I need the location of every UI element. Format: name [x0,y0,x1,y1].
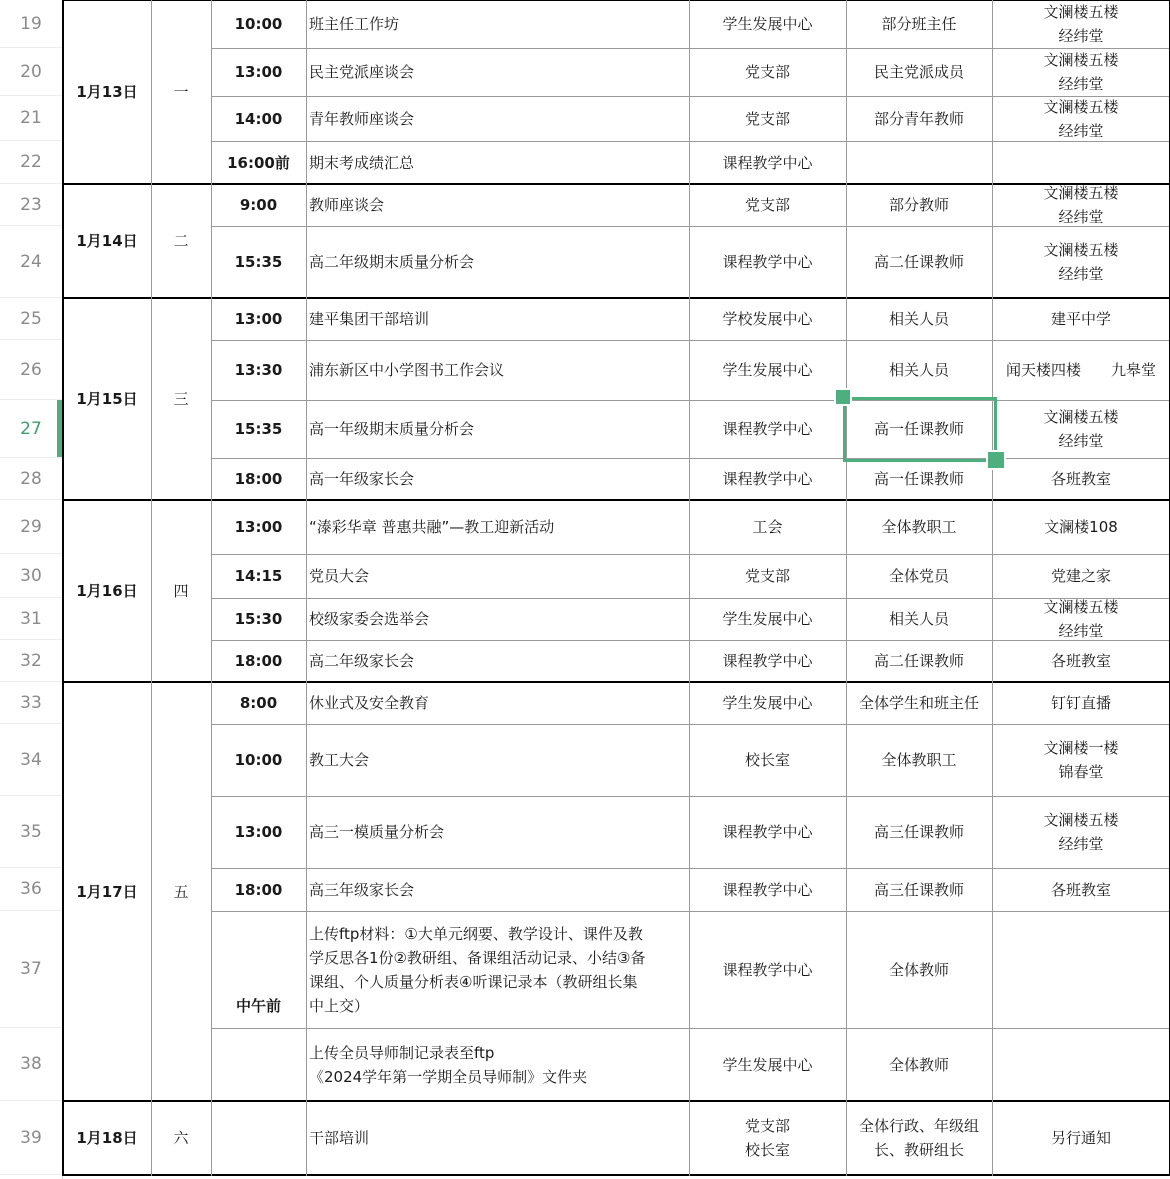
date-cell[interactable]: 1月15日 [76,390,138,408]
event-cell[interactable]: 高三年级家长会 [309,880,415,899]
row-number[interactable]: 23 [0,184,62,226]
participants-cell[interactable]: 相关人员 [888,610,949,628]
row-number[interactable]: 27 [0,400,62,458]
location-cell[interactable]: 文澜楼五楼 经纬堂 [1043,241,1119,283]
row-number[interactable]: 29 [0,500,62,554]
participants-cell[interactable]: 高二任课教师 [873,253,964,271]
time-cell[interactable] [211,1101,306,1175]
participants-cell[interactable]: 全体学生和班主任 [858,694,979,712]
row-number[interactable]: 19 [0,0,62,48]
event-cell[interactable]: “溙彩华章 普惠共融”—教工迎新活动 [309,518,555,536]
event-cell[interactable]: 期末考成绩汇总 [309,153,415,172]
department-cell[interactable]: 党支部 [744,109,790,128]
participants-cell[interactable]: 部分教师 [888,196,949,214]
participants-cell[interactable]: 全体教职工 [881,751,957,769]
event-cell[interactable]: 民主党派座谈会 [309,63,415,81]
location-cell[interactable]: 文澜楼五楼 经纬堂 [1043,598,1119,640]
department-cell[interactable]: 课程教学中心 [722,880,813,899]
time-cell[interactable]: 13:00 [234,63,283,81]
time-cell[interactable]: 14:00 [234,109,283,128]
department-cell[interactable]: 课程教学中心 [722,960,813,979]
event-cell[interactable]: 上传ftp材料：①大单元纲要、教学设计、课件及教 学反思各1份②教研组、备课组活动记录、小结③备 课组、个人质量分析表④听课记录本（教研组长集 中上交） [309,924,646,1015]
location-cell[interactable]: 党建之家 [1050,567,1111,585]
row-number[interactable]: 37 [0,911,62,1028]
department-cell[interactable]: 学生发展中心 [722,1055,813,1074]
location-cell[interactable] [992,1028,1170,1101]
time-cell[interactable]: 15:35 [234,420,283,438]
participants-cell[interactable]: 全体党员 [888,567,949,585]
time-cell[interactable]: 13:00 [234,310,283,328]
participants-cell[interactable]: 高一任课教师 [873,470,964,488]
row-number[interactable]: 34 [0,724,62,796]
location-cell[interactable]: 另行通知 [1050,1129,1111,1147]
department-cell[interactable]: 课程教学中心 [722,823,813,841]
time-cell[interactable]: 8:00 [239,694,278,712]
department-cell[interactable]: 学生发展中心 [722,15,813,33]
time-cell[interactable]: 15:30 [234,610,283,628]
cell-selection[interactable] [843,397,997,462]
department-cell[interactable]: 课程教学中心 [722,253,813,271]
time-cell[interactable]: 18:00 [234,880,283,899]
location-cell[interactable]: 钉钉直播 [1050,694,1111,712]
location-cell[interactable]: 建平中学 [1050,310,1111,328]
weekday-cell[interactable]: 二 [173,232,189,250]
weekday-cell[interactable]: 三 [173,390,189,408]
row-number[interactable]: 24 [0,226,62,298]
time-cell[interactable]: 14:15 [234,567,283,585]
participants-cell[interactable]: 全体教职工 [881,518,957,536]
weekday-cell[interactable]: 五 [173,882,189,901]
date-cell[interactable]: 1月14日 [76,232,138,250]
row-number[interactable]: 26 [0,340,62,400]
row-number[interactable]: 33 [0,682,62,724]
fill-handle[interactable] [986,450,1006,470]
time-cell[interactable]: 18:00 [234,470,283,488]
time-cell[interactable]: 9:00 [239,196,278,214]
department-cell[interactable]: 工会 [752,518,783,536]
date-cell[interactable]: 1月18日 [76,1129,138,1147]
location-cell[interactable]: 各班教室 [1050,470,1111,488]
event-cell[interactable]: 教工大会 [309,751,370,769]
date-cell[interactable]: 1月16日 [76,582,138,600]
department-cell[interactable]: 党支部 [744,63,790,81]
department-cell[interactable]: 学校发展中心 [722,310,813,328]
location-cell[interactable]: 文澜楼五楼 经纬堂 [1043,811,1119,853]
event-cell[interactable]: 教师座谈会 [309,196,385,214]
time-cell[interactable]: 10:00 [234,751,283,769]
event-cell[interactable]: 高三一模质量分析会 [309,823,445,841]
event-cell[interactable]: 高一年级家长会 [309,470,415,488]
participants-cell[interactable]: 民主党派成员 [873,63,964,81]
event-cell[interactable]: 校级家委会选举会 [309,610,430,628]
location-cell[interactable]: 文澜楼一楼 锦春堂 [1043,739,1119,781]
participants-cell[interactable]: 全体行政、年级组 长、教研组长 [858,1117,979,1159]
location-cell[interactable]: 文澜楼五楼 经纬堂 [1043,97,1119,140]
row-number[interactable]: 22 [0,141,62,184]
row-number[interactable]: 25 [0,298,62,340]
location-cell[interactable]: 文澜楼108 [1044,518,1118,536]
location-cell[interactable]: 文澜楼五楼 经纬堂 [1043,408,1119,450]
department-cell[interactable]: 学生发展中心 [722,694,813,712]
row-number[interactable]: 28 [0,458,62,500]
time-cell[interactable]: 13:00 [234,823,283,841]
weekday-cell[interactable]: 一 [173,83,189,101]
location-cell[interactable]: 各班教室 [1050,880,1111,899]
department-cell[interactable]: 党支部 校长室 [744,1117,790,1159]
location-cell[interactable]: 文澜楼五楼 经纬堂 [1043,3,1119,45]
participants-cell[interactable]: 高三任课教师 [873,823,964,841]
department-cell[interactable]: 课程教学中心 [722,153,813,172]
location-cell[interactable]: 文澜楼五楼 经纬堂 [1043,184,1119,226]
event-cell[interactable]: 高二年级家长会 [309,652,415,670]
department-cell[interactable]: 课程教学中心 [722,420,813,438]
row-number[interactable]: 21 [0,96,62,141]
participants-cell[interactable]: 相关人员 [888,361,949,379]
event-cell[interactable]: 上传全员导师制记录表至ftp 《2024学年第一学期全员导师制》文件夹 [309,1043,588,1086]
participants-cell[interactable]: 相关人员 [888,310,949,328]
department-cell[interactable]: 党支部 [744,196,790,214]
weekday-cell[interactable]: 六 [173,1129,189,1147]
department-cell[interactable]: 校长室 [744,751,790,769]
event-cell[interactable]: 班主任工作坊 [309,15,400,33]
row-number[interactable]: 38 [0,1028,62,1101]
time-cell[interactable]: 13:00 [234,518,283,536]
department-cell[interactable]: 课程教学中心 [722,470,813,488]
location-cell[interactable]: 文澜楼五楼 经纬堂 [1043,51,1119,93]
event-cell[interactable]: 高一年级期末质量分析会 [309,420,475,438]
event-cell[interactable]: 党员大会 [309,567,370,585]
time-cell[interactable]: 18:00 [234,652,283,670]
location-cell[interactable] [992,141,1170,184]
time-cell[interactable]: 15:35 [234,253,283,271]
department-cell[interactable]: 党支部 [744,567,790,585]
row-number[interactable]: 30 [0,554,62,598]
row-number[interactable]: 35 [0,796,62,868]
event-cell[interactable]: 高二年级期末质量分析会 [309,253,475,271]
participants-cell[interactable]: 高一任课教师 [873,420,964,438]
department-cell[interactable]: 学生发展中心 [722,610,813,628]
location-cell[interactable]: 闻天楼四楼 九皋堂 [1005,361,1156,379]
row-number[interactable]: 20 [0,48,62,96]
row-number[interactable]: 31 [0,598,62,640]
row-number[interactable]: 39 [0,1101,62,1175]
date-cell[interactable]: 1月13日 [76,83,138,101]
row-number[interactable]: 36 [0,868,62,911]
selection-handle-top-left[interactable] [834,388,852,406]
date-cell[interactable]: 1月17日 [76,882,138,901]
event-cell[interactable]: 休业式及安全教育 [309,694,430,712]
time-cell[interactable]: 中午前 [235,997,281,1015]
location-cell[interactable] [992,911,1170,1028]
participants-cell[interactable]: 部分班主任 [881,15,957,33]
participants-cell[interactable]: 全体教师 [888,1055,949,1074]
time-cell[interactable]: 16:00前 [227,153,290,172]
department-cell[interactable]: 课程教学中心 [722,652,813,670]
event-cell[interactable]: 干部培训 [309,1129,370,1147]
time-cell[interactable]: 13:30 [234,361,283,379]
time-cell[interactable]: 10:00 [234,15,283,33]
row-number[interactable]: 32 [0,640,62,682]
location-cell[interactable]: 各班教室 [1050,652,1111,670]
participants-cell[interactable]: 高三任课教师 [873,880,964,899]
event-cell[interactable]: 建平集团干部培训 [309,310,430,328]
department-cell[interactable]: 学生发展中心 [722,361,813,379]
event-cell[interactable]: 青年教师座谈会 [309,109,415,128]
participants-cell[interactable]: 部分青年教师 [873,109,964,128]
participants-cell[interactable]: 高二任课教师 [873,652,964,670]
participants-cell[interactable] [846,141,992,184]
participants-cell[interactable]: 全体教师 [888,960,949,979]
event-cell[interactable]: 浦东新区中小学图书工作会议 [309,361,505,379]
weekday-cell[interactable]: 四 [173,582,189,600]
